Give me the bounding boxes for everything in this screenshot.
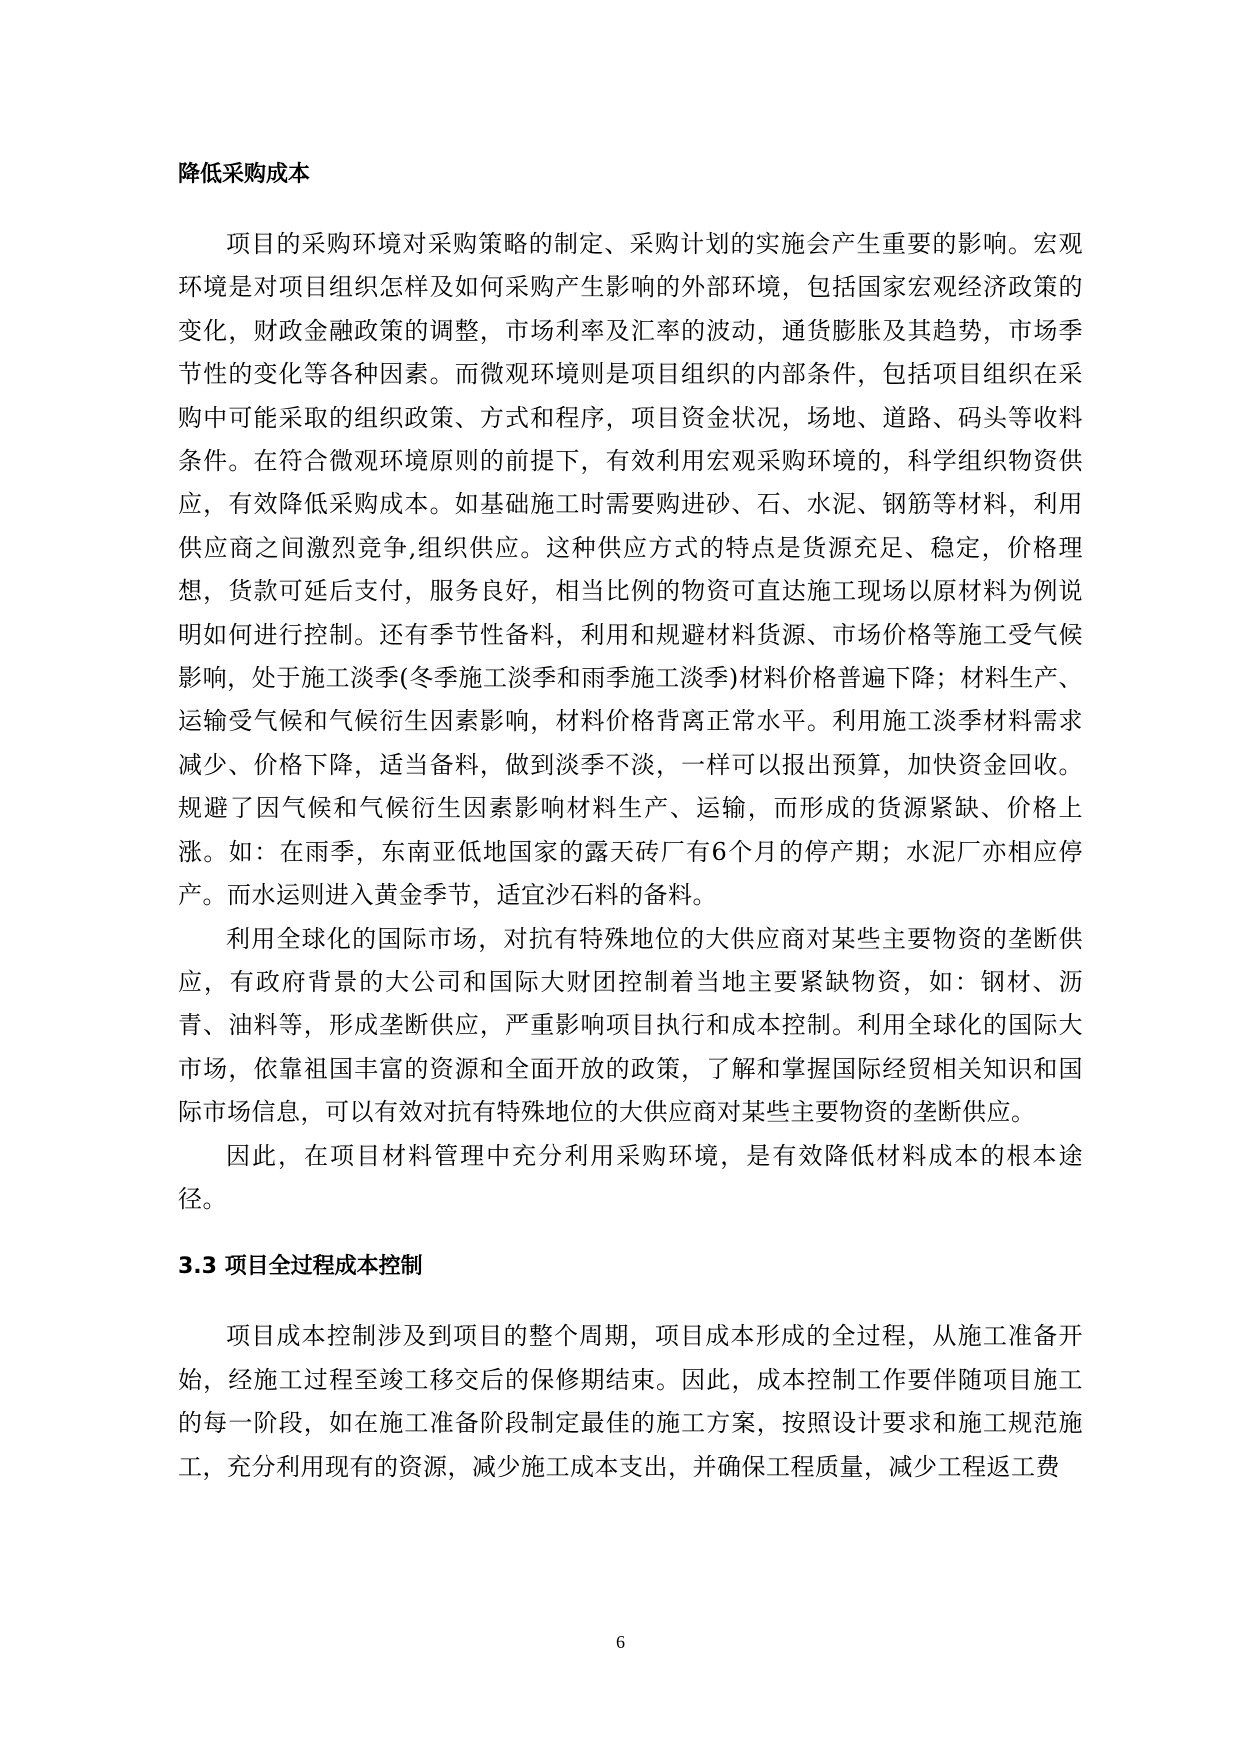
page-content xyxy=(178,153,1083,1489)
section-heading-3-3: 3.3 项目全过程成本控制 xyxy=(178,1254,423,1280)
paragraph-global-market: 利用全球化的国际市场，对抗有特殊地位的大供应商对某些主要物资的垄断供应，有政府背景的大公司和国际大财团控制着当地主要紧缺物资，如：钢材、沥青、油料等，形成垄断供应，严重影响项目执行和成本控制。利用全球化的国际大市场，依靠祖国丰富的资源和全面开放的政策，了解和掌握国际经贸相关知识和国际市场信息，可以有效对抗有特殊地位的大供应商对某些主要物资的垄断供应。 xyxy=(178,924,1083,1127)
paragraph-conclusion: 因此，在项目材料管理中充分利用采购环境，是有效降低材料成本的根本途径。 xyxy=(178,1141,1083,1213)
section-heading-reduce-procurement-cost: 降低采购成本 xyxy=(178,162,311,187)
paragraph-full-process-cost-control: 项目成本控制涉及到项目的整个周期，项目成本形成的全过程，从施工准备开始，经施工过程至竣工移交后的保修期结束。因此，成本控制工作要伴随项目施工的每一阶段，如在施工准备阶段制定最佳的施工方案，按照设计要求和施工规范施工，充分利用现有的资源，减少施工成本支出，并确保工程质量，减少工程返工费 xyxy=(178,1322,1083,1481)
paragraph-procurement-environment: 项目的采购环境对采购策略的制定、采购计划的实施会产生重要的影响。宏观环境是对项目组织怎样及如何采购产生影响的外部环境，包括国家宏观经济政策的变化，财政金融政策的调整，市场利率及汇率的波动，通货膨胀及其趋势，市场季节性的变化等各种因素。而微观环境则是项目组织的内部条件，包括项目组织在采购中可能采取的组织政策、方式和程序，项目资金状况，场地、道路、码头等收料条件。在符合微观环境原则的前提下，有效利用宏观采购环境的，科学组织物资供应，有效降低采购成本。如基础施工时需要购进砂、石、水泥、钢筋等材料，利用供应商之间激烈竞争,组织供应。这种供应方式的特点是货源充足、稳定，价格理想，货款可延后支付，服务良好，相当比例的物资可直达施工现场以原材料为例说明如何进行控制。还有季节性备料，利用和规避材料货源、市场价格等施工受气候影响，处于施工淡季(冬季施工淡季和雨季施工淡季)材料价格普遍下降；材料生产、运输受气候和气候衍生因素影响，材料价格背离正常水平。利用施工淡季材料需求减少、价格下降，适当备料，做到淡季不淡，一样可以报出预算，加快资金回收。规避了因气候和气候衍生因素影响材料生产、运输，而形成的货源紧缺、价格上涨。如：在雨季，东南亚低地国家的露天砖厂有6个月的停产期；水泥厂亦相应停产。而水运则进入黄金季节，适宜沙石料的备料。 xyxy=(178,230,1083,910)
page-number: 6 xyxy=(616,1632,625,1652)
